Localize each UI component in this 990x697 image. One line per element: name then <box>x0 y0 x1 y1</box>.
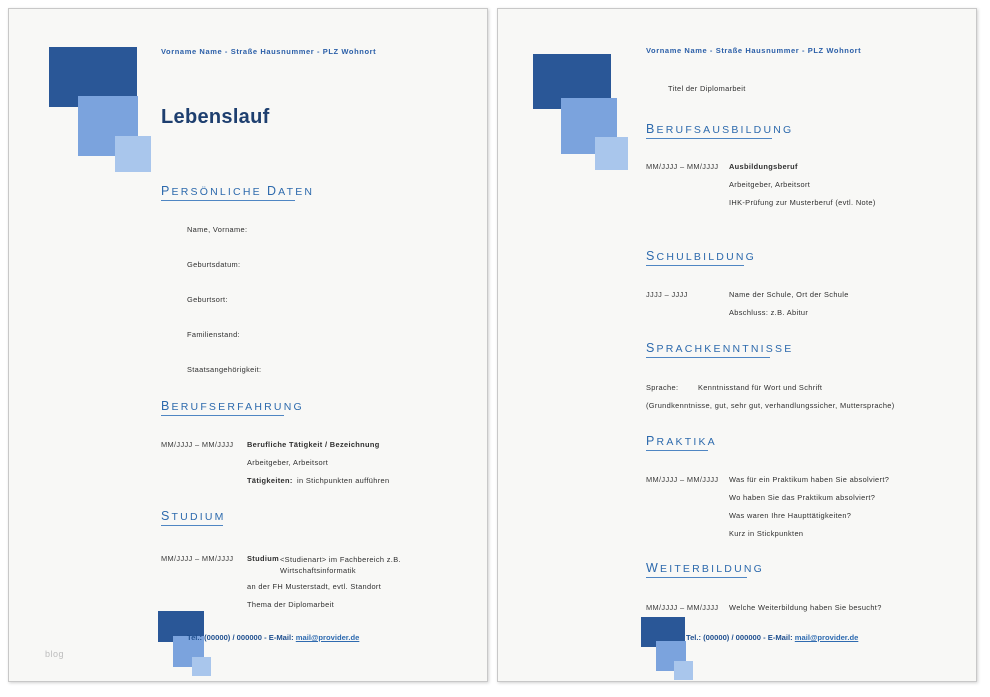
internships-line1: Was für ein Praktikum haben Sie absolviert? <box>729 475 890 484</box>
field-marital-status: Familienstand: <box>187 330 240 339</box>
square-light-icon <box>674 661 693 680</box>
internships-line4: Kurz in Stickpunkten <box>729 529 804 538</box>
studies-label: Studium <box>247 554 280 563</box>
square-light-icon <box>115 136 151 172</box>
apprenticeship-job: Ausbildungsberuf <box>729 162 798 171</box>
document-page-1[interactable] <box>8 8 488 682</box>
languages-label: Sprache: <box>646 383 679 392</box>
thesis-title: Titel der Diplomarbeit <box>668 84 746 93</box>
document-page-2[interactable] <box>497 8 977 682</box>
apprenticeship-date: MM/JJJJ – MM/JJJJ <box>646 162 719 171</box>
footer-phone: Tel.: (00000) / 000000 <box>686 633 761 642</box>
field-birthdate: Geburtsdatum: <box>187 260 241 269</box>
footer-separator: - E-Mail: <box>763 633 793 642</box>
studies-date: MM/JJJJ – MM/JJJJ <box>161 554 234 563</box>
address-line-2: Vorname Name - Straße Hausnummer - PLZ Wohnort <box>646 46 862 55</box>
languages-value: Kenntnisstand für Wort und Schrift <box>698 383 823 392</box>
apprenticeship-exam: IHK-Prüfung zur Musterberuf (evtl. Note) <box>729 198 876 207</box>
school-degree: Abschluss: z.B. Abitur <box>729 308 809 317</box>
page-2-canvas <box>498 9 976 681</box>
studies-detail: <Studienart> im Fachbereich z.B. Wirtschaftsinformatik <box>280 555 401 575</box>
section-heading-work-experience: BERUFSERFAHRUNG <box>161 399 284 416</box>
school-date: JJJJ – JJJJ <box>646 290 688 299</box>
studies-thesis: Thema der Diplomarbeit <box>247 600 334 609</box>
section-heading-training: WEITERBILDUNG <box>646 561 747 578</box>
field-nationality: Staatsangehörigkeit: <box>187 365 262 374</box>
experience-tasks-label: Tätigkeiten: <box>247 476 293 485</box>
studies-institution: an der FH Musterstadt, evtl. Standort <box>247 582 382 591</box>
section-heading-internships: PRAKTIKA <box>646 434 708 451</box>
internships-line2: Wo haben Sie das Praktikum absolviert? <box>729 493 876 502</box>
footer-contact-2 <box>686 633 858 642</box>
section-heading-studies: STUDIUM <box>161 509 223 526</box>
logo-squares-top <box>49 47 159 162</box>
training-date: MM/JJJJ – MM/JJJJ <box>646 603 719 612</box>
footer-contact-1 <box>187 633 359 642</box>
address-line: Vorname Name - Straße Hausnummer - PLZ Wohnort <box>161 47 377 56</box>
footer-email-link[interactable]: mail@provider.de <box>794 633 859 642</box>
apprenticeship-employer: Arbeitgeber, Arbeitsort <box>729 180 811 189</box>
page-1-canvas <box>9 9 487 681</box>
footer-email-link[interactable]: mail@provider.de <box>295 633 360 642</box>
footer-separator: - E-Mail: <box>264 633 294 642</box>
field-name: Name, Vorname: <box>187 225 248 234</box>
footer-phone: Tel.: (00000) / 000000 <box>187 633 262 642</box>
section-heading-apprenticeship: BERUFSAUSBILDUNG <box>646 122 772 139</box>
section-heading-school: SCHULBILDUNG <box>646 249 744 266</box>
square-light-icon <box>192 657 211 676</box>
experience-tasks-text: in Stichpunkten aufführen <box>297 476 390 485</box>
experience-date: MM/JJJJ – MM/JJJJ <box>161 440 234 449</box>
section-heading-languages: SPRACHKENNTNISSE <box>646 341 770 358</box>
page-title: Lebenslauf <box>161 106 270 128</box>
languages-levels: (Grundkenntnisse, gut, sehr gut, verhandlungssicher, Muttersprache) <box>646 401 895 410</box>
section-heading-personal-data: PERSÖNLICHE DATEN <box>161 184 295 201</box>
watermark-text: blog <box>45 649 65 659</box>
field-birthplace: Geburtsort: <box>187 295 228 304</box>
school-name: Name der Schule, Ort der Schule <box>729 290 849 299</box>
experience-role: Berufliche Tätigkeit / Bezeichnung <box>247 440 380 449</box>
training-line1: Welche Weiterbildung haben Sie besucht? <box>729 603 882 612</box>
experience-employer: Arbeitgeber, Arbeitsort <box>247 458 329 467</box>
square-light-icon <box>595 137 628 170</box>
logo-squares-top-2 <box>533 54 643 169</box>
logo-squares-footer-2 <box>641 617 711 677</box>
internships-date: MM/JJJJ – MM/JJJJ <box>646 475 719 484</box>
internships-line3: Was waren Ihre Haupttätigkeiten? <box>729 511 852 520</box>
